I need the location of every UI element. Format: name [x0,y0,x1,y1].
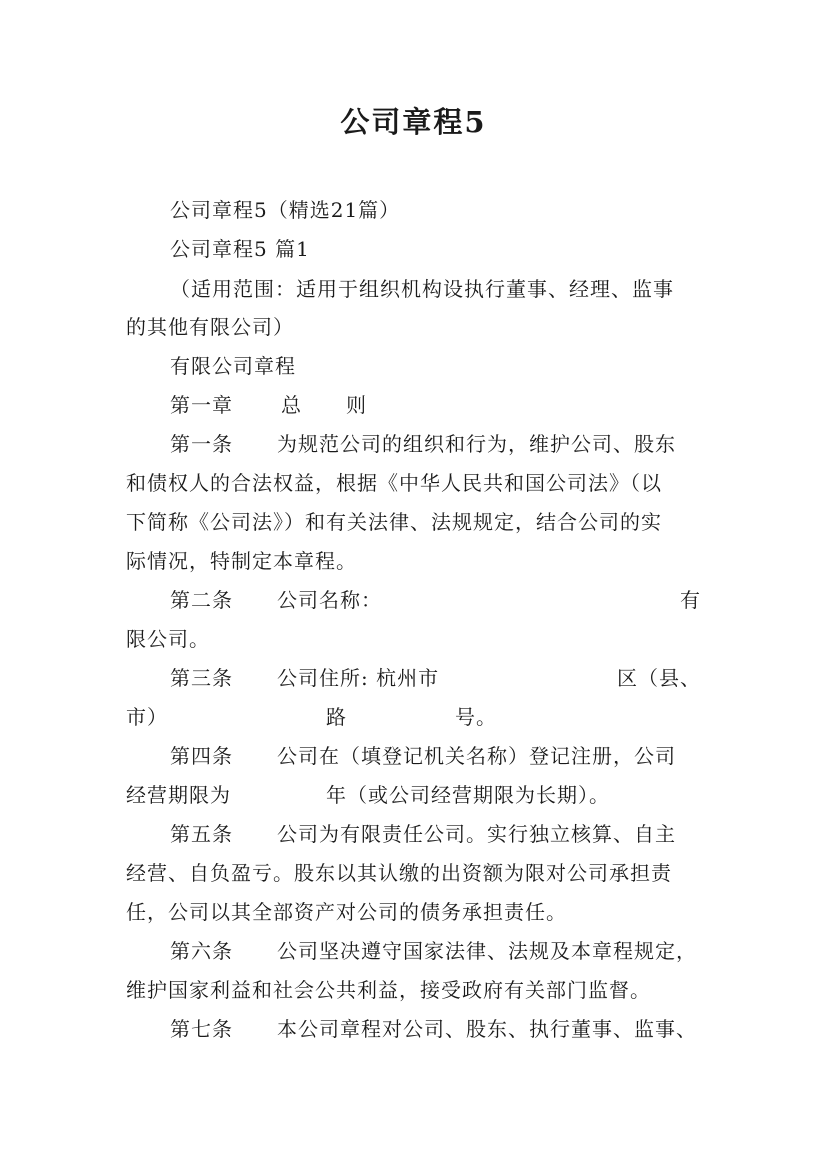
article-5-text: 公司为有限责任公司。实行独立核算、自主 [277,822,676,846]
article-5-cont-2: 任，公司以其全部资产对公司的债务承担责任。 [126,900,567,924]
article-1-cont-2: 下简称《公司法》）和有关法律、法规规定，结合公司的实 [126,510,662,534]
subtitle-line: 公司章程5（精选21篇） [170,198,401,222]
article-3-cont [126,703,701,731]
article-1-line [126,430,745,458]
article-1-cont-3: 际情况，特制定本章程。 [126,549,357,573]
article-3-label: 第三条 [170,666,233,690]
article-2-line [126,586,701,614]
article-3-text: 公司住所: 杭州市 [277,666,440,690]
article-2-cont: 限公司。 [126,627,210,651]
article-6-cont: 维护国家利益和社会公共利益，接受政府有关部门监督。 [126,978,651,1002]
article-1-text: 为规范公司的组织和行为，维护公司、股东 [277,432,676,456]
article-5-cont-1: 经营、自负盈亏。股东以其认缴的出资额为限对公司承担责 [126,861,672,885]
article-6-label: 第六条 [170,939,233,963]
article-7-text: 本公司章程对公司、股东、执行董事、监事、 [277,1017,697,1041]
article-4-line [126,742,745,770]
scope-line: （适用范围：适用于组织机构设执行董事、经理、监事 [170,277,674,301]
article-4-term-cont: 年（或公司经营期限为长期）。 [326,783,610,807]
article-7-label: 第七条 [170,1017,233,1041]
article-6-line [126,937,745,965]
article-6-text: 公司坚决遵守国家法律、法规及本章程规定， [277,939,697,963]
chapter-number: 第一章 [170,393,233,417]
article-3-road: 路 [326,705,347,729]
document-title: 公司章程5 [340,105,487,139]
article-3-city: 市） [126,705,168,729]
article-4-label: 第四条 [170,744,233,768]
chapter-title-part2: 则 [346,393,367,417]
article-3-number: 号。 [455,705,497,729]
article-1-label: 第一条 [170,432,233,456]
article-4-cont [126,781,701,809]
article-5-label: 第五条 [170,822,233,846]
article-1-cont-1: 和债权人的合法权益，根据《中华人民共和国公司法》（以 [126,471,662,495]
article-2-end: 有 [680,588,701,612]
article-3-end: 区（县、 [617,666,701,690]
article-5-line [126,820,745,848]
chapter-title-part1: 总 [281,393,302,417]
article-2-label: 第二条 [170,588,233,612]
article-3-line [126,664,701,692]
scope-line-cont: 的其他有限公司） [126,315,294,339]
article-7-line [126,1015,745,1043]
charter-name-line: 有限公司章程 [170,354,296,378]
article-2-text: 公司名称： [277,588,382,612]
section-heading: 公司章程5 篇1 [170,237,310,261]
chapter-heading [126,391,745,419]
article-4-term: 经营期限为 [126,783,231,807]
article-4-text: 公司在（填登记机关名称）登记注册，公司 [277,744,676,768]
